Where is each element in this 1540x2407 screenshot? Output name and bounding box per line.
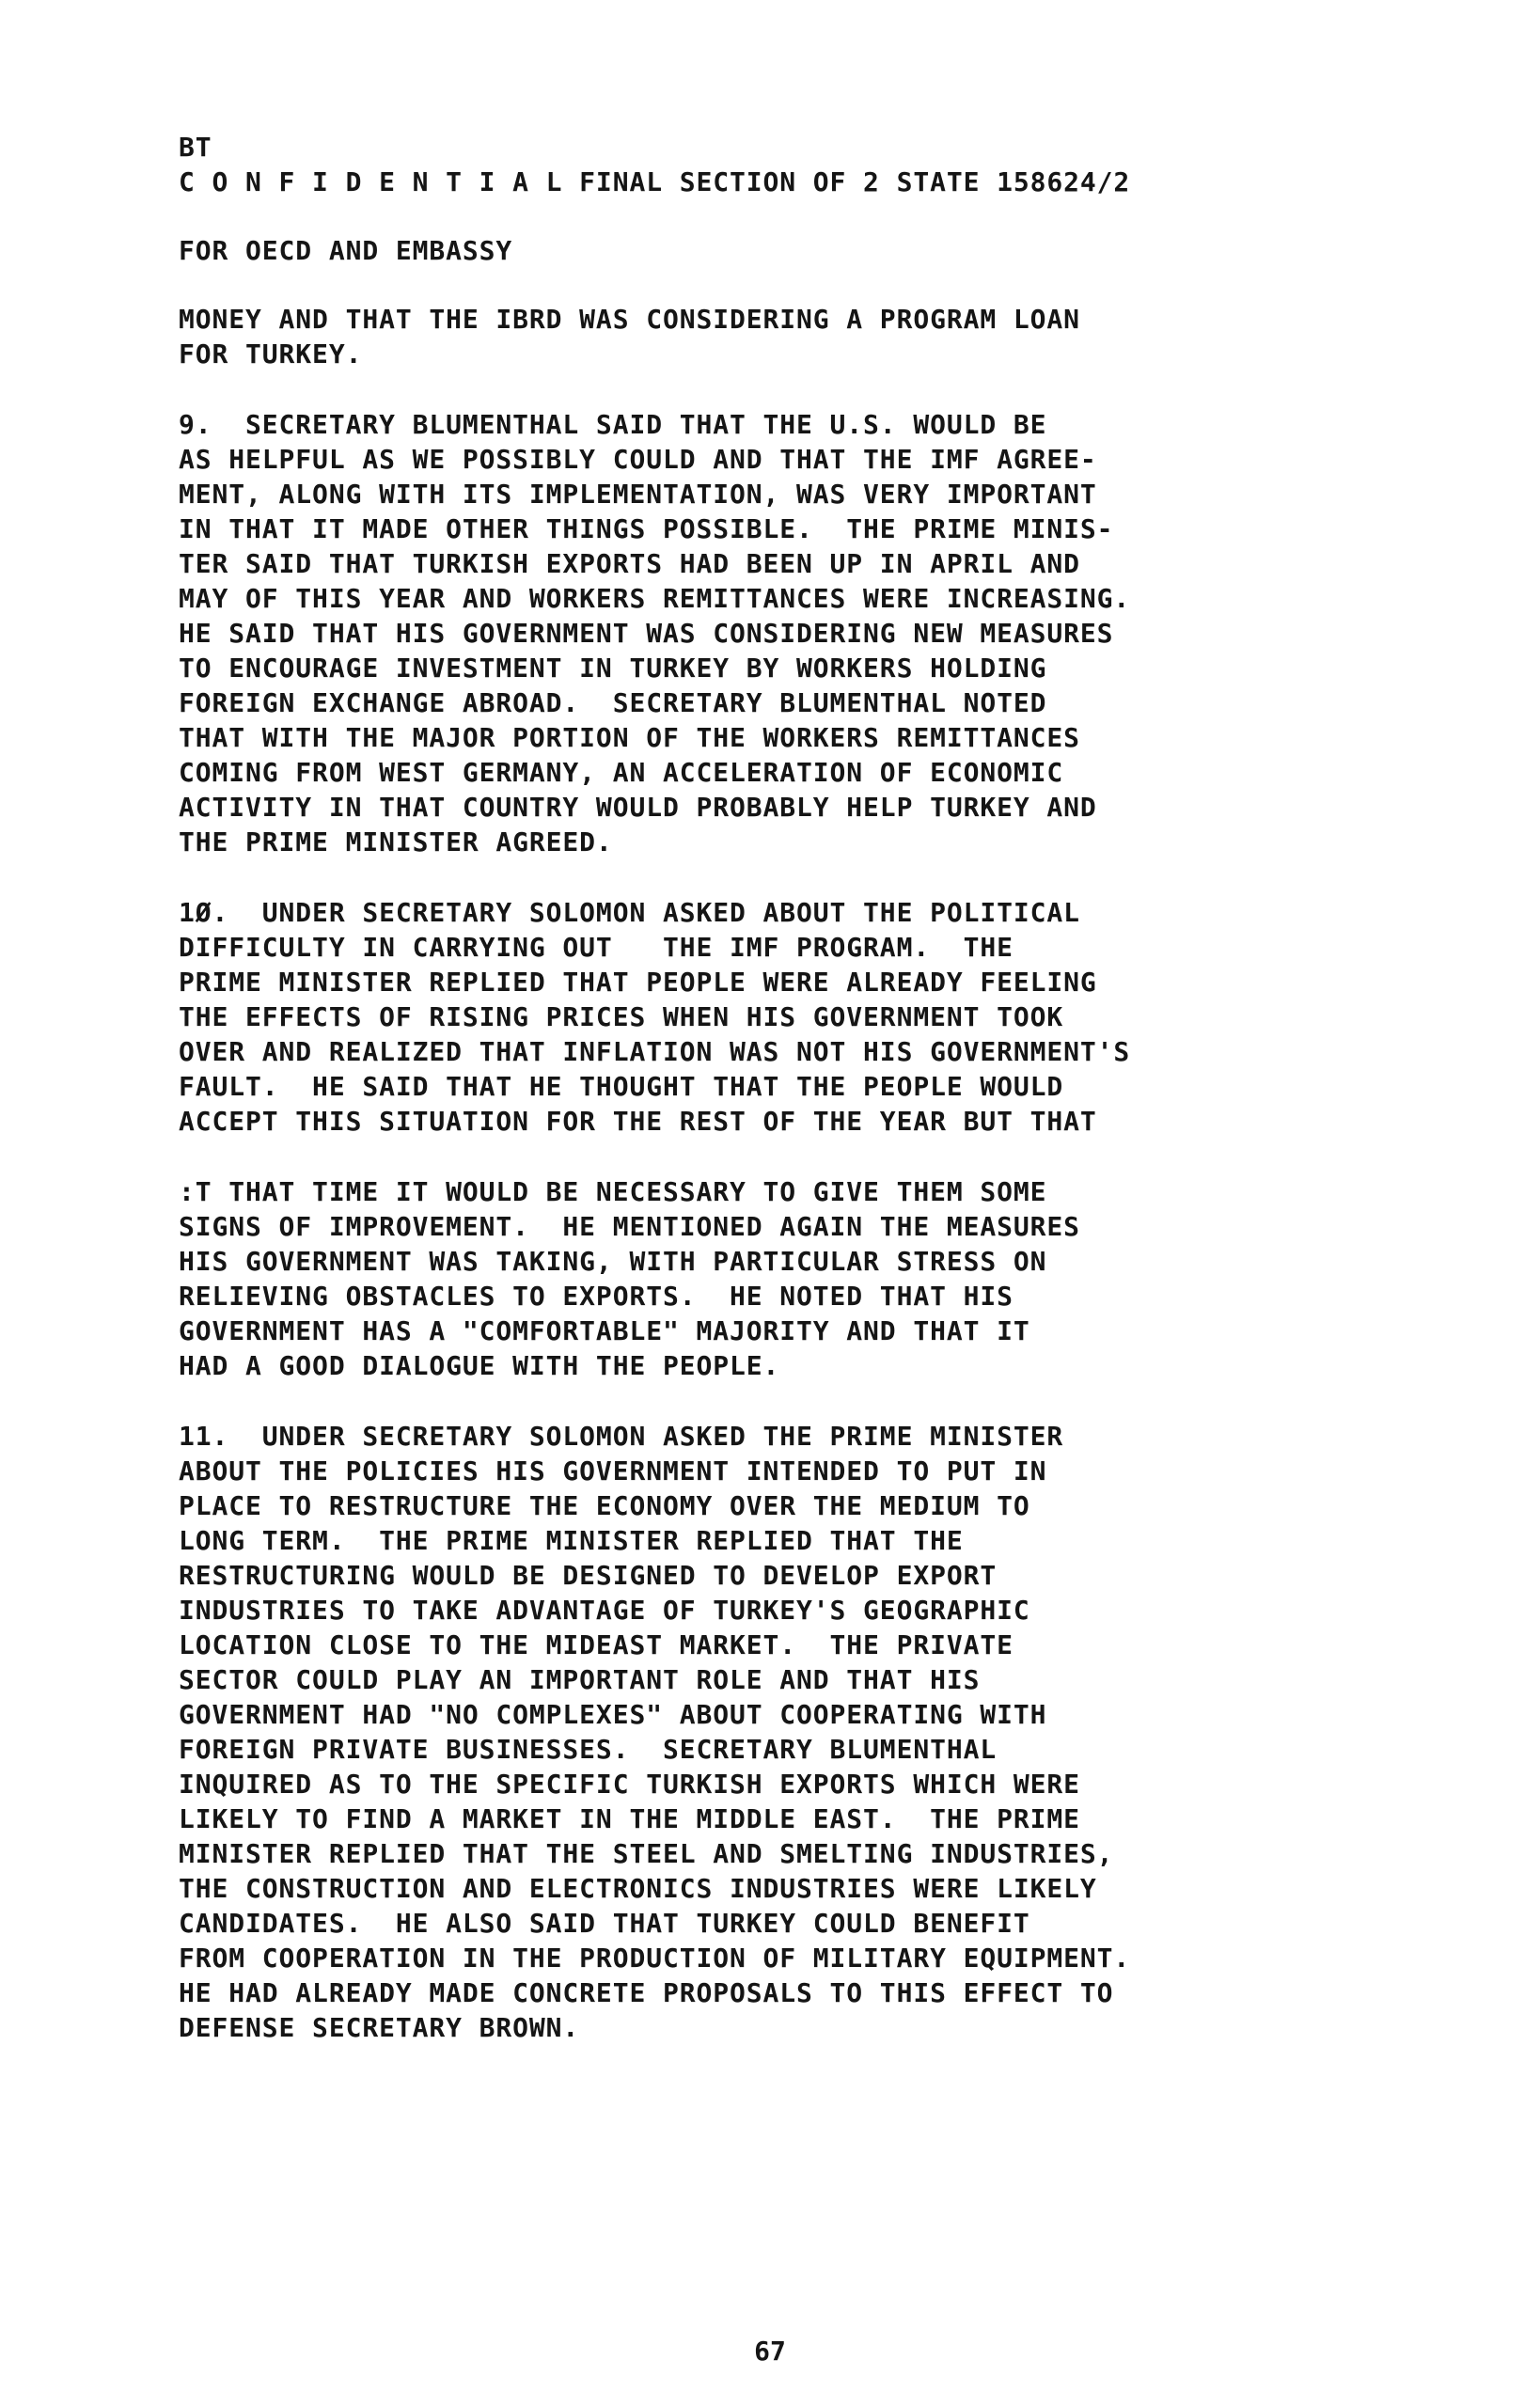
text-line: FOR TURKEY. (179, 338, 363, 370)
text-line: LIKELY TO FIND A MARKET IN THE MIDDLE EAST. THE PRIME (179, 1803, 1080, 1834)
text-line: FROM COOPERATION IN THE PRODUCTION OF MILITARY EQUIPMENT. (179, 1943, 1131, 1974)
text-line: MENT, ALONG WITH ITS IMPLEMENTATION, WAS VERY IMPORTANT (179, 479, 1097, 510)
text-line: AS HELPFUL AS WE POSSIBLY COULD AND THAT THE IMF AGREE- (179, 444, 1097, 475)
text-line: THAT WITH THE MAJOR PORTION OF THE WORKERS REMITTANCES (179, 722, 1080, 753)
text-line: PLACE TO RESTRUCTURE THE ECONOMY OVER THE MEDIUM TO (179, 1490, 1030, 1521)
text-line: ABOUT THE POLICIES HIS GOVERNMENT INTENDED TO PUT IN (179, 1455, 1047, 1487)
text-line: FOREIGN EXCHANGE ABROAD. SECRETARY BLUMENTHAL NOTED (179, 687, 1047, 718)
text-line: THE EFFECTS OF RISING PRICES WHEN HIS GOVERNMENT TOOK (179, 1001, 1064, 1032)
classification-line: C O N F I D E N T I A L FINAL SECTION OF 2 STATE 158624/2 (179, 166, 1131, 197)
text-line: PRIME MINISTER REPLIED THAT PEOPLE WERE ALREADY FEELING (179, 967, 1097, 998)
text-line: 11. UNDER SECRETARY SOLOMON ASKED THE PRIME MINISTER (179, 1421, 1064, 1452)
text-line: SIGNS OF IMPROVEMENT. HE MENTIONED AGAIN THE MEASURES (179, 1211, 1080, 1242)
text-line: LOCATION CLOSE TO THE MIDEAST MARKET. THE PRIVATE (179, 1629, 1014, 1660)
text-line: THE CONSTRUCTION AND ELECTRONICS INDUSTRIES WERE LIKELY (179, 1873, 1097, 1904)
text-line: TER SAID THAT TURKISH EXPORTS HAD BEEN UP IN APRIL AND (179, 548, 1080, 579)
text-line: :T THAT TIME IT WOULD BE NECESSARY TO GIVE THEM SOME (179, 1176, 1047, 1207)
text-line: 9. SECRETARY BLUMENTHAL SAID THAT THE U.S. WOULD BE (179, 409, 1047, 440)
paragraph-10-continued (179, 1174, 1401, 1383)
paragraph-continuation (179, 302, 1401, 371)
text-line: HAD A GOOD DIALOGUE WITH THE PEOPLE. (179, 1350, 780, 1381)
text-line: GOVERNMENT HAD "NO COMPLEXES" ABOUT COOPERATING WITH (179, 1699, 1047, 1730)
text-line: HIS GOVERNMENT WAS TAKING, WITH PARTICULAR STRESS ON (179, 1246, 1047, 1277)
addressee-line: FOR OECD AND EMBASSY (179, 235, 513, 266)
text-line: LONG TERM. THE PRIME MINISTER REPLIED THAT THE (179, 1525, 964, 1556)
page-number: 67 (754, 2336, 786, 2367)
paragraph-9 (179, 407, 1401, 859)
text-line: IN THAT IT MADE OTHER THINGS POSSIBLE. THE PRIME MINIS- (179, 513, 1114, 544)
routing-indicator: BT (179, 132, 212, 163)
text-line: FAULT. HE SAID THAT HE THOUGHT THAT THE PEOPLE WOULD (179, 1071, 1064, 1102)
text-line: RELIEVING OBSTACLES TO EXPORTS. HE NOTED THAT HIS (179, 1281, 1014, 1312)
text-line: HE HAD ALREADY MADE CONCRETE PROPOSALS TO THIS EFFECT TO (179, 1977, 1114, 2008)
text-line: MAY OF THIS YEAR AND WORKERS REMITTANCES WERE INCREASING. (179, 583, 1131, 614)
text-line: SECTOR COULD PLAY AN IMPORTANT ROLE AND THAT HIS (179, 1664, 981, 1695)
text-line: MONEY AND THAT THE IBRD WAS CONSIDERING A PROGRAM LOAN (179, 304, 1080, 335)
text-line: HE SAID THAT HIS GOVERNMENT WAS CONSIDERING NEW MEASURES (179, 618, 1114, 649)
text-line: MINISTER REPLIED THAT THE STEEL AND SMELTING INDUSTRIES, (179, 1838, 1114, 1869)
text-line: DEFENSE SECRETARY BROWN. (179, 2012, 580, 2043)
text-line: RESTRUCTURING WOULD BE DESIGNED TO DEVELOP EXPORT (179, 1560, 998, 1591)
paragraph-11 (179, 1419, 1401, 2045)
text-line: ACTIVITY IN THAT COUNTRY WOULD PROBABLY HELP TURKEY AND (179, 792, 1097, 823)
text-line: DIFFICULTY IN CARRYING OUT THE IMF PROGRAM. THE (179, 932, 1014, 963)
paragraph-10 (179, 895, 1401, 1139)
text-line: 1Ø. UNDER SECRETARY SOLOMON ASKED ABOUT THE POLITICAL (179, 897, 1080, 928)
text-line: FOREIGN PRIVATE BUSINESSES. SECRETARY BLUMENTHAL (179, 1734, 998, 1765)
text-line: GOVERNMENT HAS A "COMFORTABLE" MAJORITY AND THAT IT (179, 1315, 1030, 1346)
text-line: ACCEPT THIS SITUATION FOR THE REST OF THE YEAR BUT THAT (179, 1106, 1097, 1137)
text-line: CANDIDATES. HE ALSO SAID THAT TURKEY COULD BENEFIT (179, 1908, 1030, 1939)
text-line: THE PRIME MINISTER AGREED. (179, 826, 613, 857)
text-line: COMING FROM WEST GERMANY, AN ACCELERATION OF ECONOMIC (179, 757, 1064, 788)
text-line: OVER AND REALIZED THAT INFLATION WAS NOT HIS GOVERNMENT'S (179, 1036, 1131, 1067)
telegram-body (179, 130, 1401, 2045)
text-line: INDUSTRIES TO TAKE ADVANTAGE OF TURKEY'S GEOGRAPHIC (179, 1595, 1030, 1626)
text-line: TO ENCOURAGE INVESTMENT IN TURKEY BY WORKERS HOLDING (179, 653, 1047, 684)
text-line: INQUIRED AS TO THE SPECIFIC TURKISH EXPORTS WHICH WERE (179, 1769, 1080, 1800)
